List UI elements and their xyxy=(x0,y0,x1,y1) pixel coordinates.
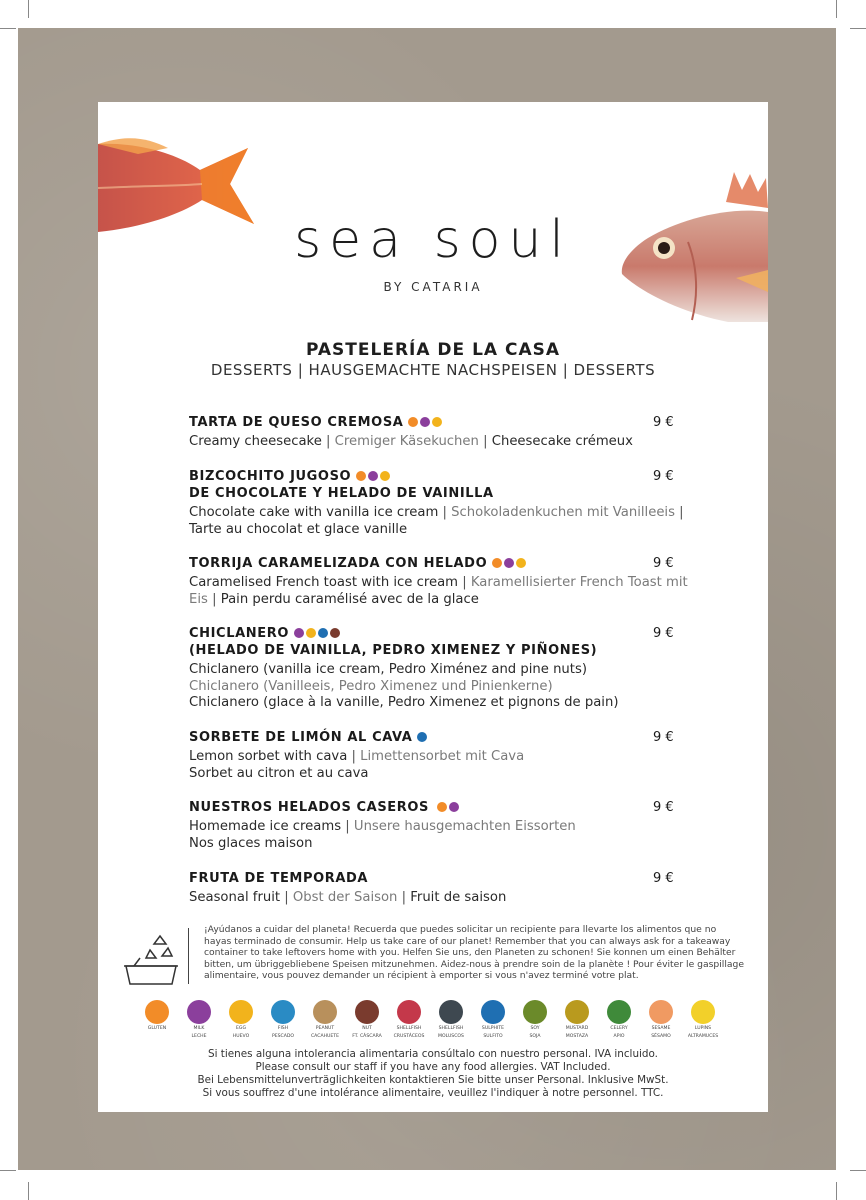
allergen-dots xyxy=(406,415,442,430)
mollusc-icon xyxy=(439,1000,463,1024)
item-name-line2: (HELADO DE VAINILLA, PEDRO XIMENEZ Y PIÑONES) xyxy=(189,643,598,658)
allergen-dot xyxy=(449,802,459,812)
allergen-dot xyxy=(356,471,366,481)
allergen-dot xyxy=(294,628,304,638)
allergen-sulphite: SULPHITE SULFITO xyxy=(474,1000,512,1039)
menu-item xyxy=(189,468,689,538)
item-name: CHICLANERO xyxy=(189,626,289,641)
gluten-icon xyxy=(145,1000,169,1024)
allergen-molluscs: SHELLFISH MOLUSCOS xyxy=(432,1000,470,1039)
crustacean-icon xyxy=(397,1000,421,1024)
item-description: Lemon sorbet with cava | Limettensorbet mit Cava Sorbet au citron et au cava xyxy=(189,749,525,781)
allergen-dots xyxy=(490,556,526,571)
crop-mark xyxy=(836,1182,837,1200)
allergen-dot xyxy=(504,558,514,568)
allergen-dot xyxy=(420,417,430,427)
allergen-gluten: GLUTEN xyxy=(138,1000,176,1034)
item-price: 9 € xyxy=(653,626,674,641)
item-price: 9 € xyxy=(653,800,674,815)
allergen-nut: NUT FT. CÁSCARA xyxy=(348,1000,386,1039)
item-description: Chocolate cake with vanilla ice cream | Schokoladenkuchen mit Vanilleeis | Tarte au chocolat et glace vanille xyxy=(189,505,684,537)
menu-card xyxy=(98,102,768,1112)
divider xyxy=(188,928,189,984)
crop-mark xyxy=(836,0,837,18)
item-description: Creamy cheesecake | Cremiger Käsekuchen | Cheesecake crémeux xyxy=(189,434,633,449)
allergen-dot xyxy=(432,417,442,427)
allergen-celery: CELERY APIO xyxy=(600,1000,638,1039)
allergen-dot xyxy=(330,628,340,638)
mustard-icon xyxy=(565,1000,589,1024)
allergen-crustaceans: SHELLFISH CRUSTÁCEOS xyxy=(390,1000,428,1039)
eco-note: ¡Ayúdanos a cuidar del planeta! Recuerda que puedes solicitar un recipiente para llevarte los alimentos que no hayas terminado de consumir. Help us take care of our planet! Remember that you can always ask for a takeaway container to take leftovers home with you. Helfen Sie uns, den Planeten zu schonen! Sie konnen um einen Behälter bitten, um übriggebliebene Speisen mitzunehmen. Aidez-nous à prendre soin de la planète ! Pour éviter le gaspillage alimentaire, vous pouvez demander un récipient à emporter si vous n'avez terminé votre plat. xyxy=(204,924,744,981)
allergen-dots xyxy=(292,626,340,641)
item-price: 9 € xyxy=(653,415,674,430)
item-name: SORBETE DE LIMÓN AL CAVA xyxy=(189,730,413,745)
allergen-dot xyxy=(368,471,378,481)
allergen-mustard: MUSTARD MOSTAZA xyxy=(558,1000,596,1039)
crop-mark xyxy=(850,28,866,29)
section-title: PASTELERÍA DE LA CASA xyxy=(305,340,561,360)
crop-mark xyxy=(0,1170,16,1171)
item-price: 9 € xyxy=(653,871,674,886)
allergen-dot xyxy=(516,558,526,568)
allergen-dot xyxy=(306,628,316,638)
menu-item xyxy=(189,799,689,852)
allergen-dot xyxy=(318,628,328,638)
allergen-dots xyxy=(435,800,459,815)
crop-mark xyxy=(0,28,16,29)
lupin-icon xyxy=(691,1000,715,1024)
allergen-legend xyxy=(138,1000,738,1040)
peanut-icon xyxy=(313,1000,337,1024)
allergen-dot xyxy=(380,471,390,481)
sesame-icon xyxy=(649,1000,673,1024)
item-description: Seasonal fruit | Obst der Saison | Fruit de saison xyxy=(189,890,507,905)
section-subtitle: DESSERTS | HAUSGEMACHTE NACHSPEISEN | DESSERTS xyxy=(210,361,656,379)
menu-item xyxy=(189,414,689,451)
item-price: 9 € xyxy=(653,469,674,484)
allergen-egg: EGG HUEVO xyxy=(222,1000,260,1039)
item-price: 9 € xyxy=(653,730,674,745)
allergen-fish: FISH PESCADO xyxy=(264,1000,302,1039)
nut-icon xyxy=(355,1000,379,1024)
allergy-footer: Si tienes alguna intolerancia alimentaria consúltalo con nuestro personal. IVA incluido. Please consult our staff if you have any food allergies. VAT Included. Bei Lebensmittelunverträglichkeiten kontaktieren Sie bitte unser Personal. Inklusive MwSt. Si vous souffrez d'une intolérance alimentaire, veuillez l'indiquer à notre personnel. TTC. xyxy=(197,1048,669,1099)
item-name: TARTA DE QUESO CREMOSA xyxy=(189,415,404,430)
allergen-sesame: SESAME SÉSAMO xyxy=(642,1000,680,1039)
allergen-lupins: LUPINS ALTRAMUCES xyxy=(684,1000,722,1039)
egg-icon xyxy=(229,1000,253,1024)
menu-item xyxy=(189,555,689,608)
item-price: 9 € xyxy=(653,556,674,571)
item-description: Homemade ice creams | Unsere hausgemachten Eissorten Nos glaces maison xyxy=(189,819,576,851)
milk-icon xyxy=(187,1000,211,1024)
crop-mark xyxy=(850,1170,866,1171)
item-name: TORRIJA CARAMELIZADA CON HELADO xyxy=(189,556,488,571)
allergen-dot xyxy=(492,558,502,568)
item-description: Caramelised French toast with ice cream | Karamellisierter French Toast mit Eis | Pain perdu caramélisé avec de la glace xyxy=(189,575,688,607)
soy-icon xyxy=(523,1000,547,1024)
allergen-peanut: PEANUT CACAHUETE xyxy=(306,1000,344,1039)
allergen-milk: MILK LECHE xyxy=(180,1000,218,1039)
menu-item xyxy=(189,625,689,712)
celery-icon xyxy=(607,1000,631,1024)
allergen-dot xyxy=(437,802,447,812)
menu-item xyxy=(189,729,689,782)
allergen-dots xyxy=(415,730,427,745)
allergen-dot xyxy=(417,732,427,742)
recycle-container-icon xyxy=(120,932,184,992)
item-name: NUESTROS HELADOS CASEROS xyxy=(189,800,430,815)
item-name: FRUTA DE TEMPORADA xyxy=(189,871,369,886)
item-name: BIZCOCHITO JUGOSO xyxy=(189,469,352,484)
fish-icon xyxy=(271,1000,295,1024)
menu-item xyxy=(189,870,689,907)
crop-mark xyxy=(28,0,29,18)
allergen-dot xyxy=(408,417,418,427)
brand-logo: sea soul xyxy=(294,210,572,270)
allergen-dots xyxy=(354,469,390,484)
brand-subtitle: BY CATARIA xyxy=(383,280,483,294)
sulphite-icon xyxy=(481,1000,505,1024)
crop-mark xyxy=(28,1182,29,1200)
allergen-soy: SOY SOJA xyxy=(516,1000,554,1039)
item-description: Chiclanero (vanilla ice cream, Pedro Ximénez and pine nuts) Chiclanero (Vanilleeis, Pedro Ximenez und Pinienkerne) Chiclanero (glace à la vanille, Pedro Ximenez et pignons de pain) xyxy=(189,662,619,710)
item-name-line2: DE CHOCOLATE Y HELADO DE VAINILLA xyxy=(189,486,494,501)
